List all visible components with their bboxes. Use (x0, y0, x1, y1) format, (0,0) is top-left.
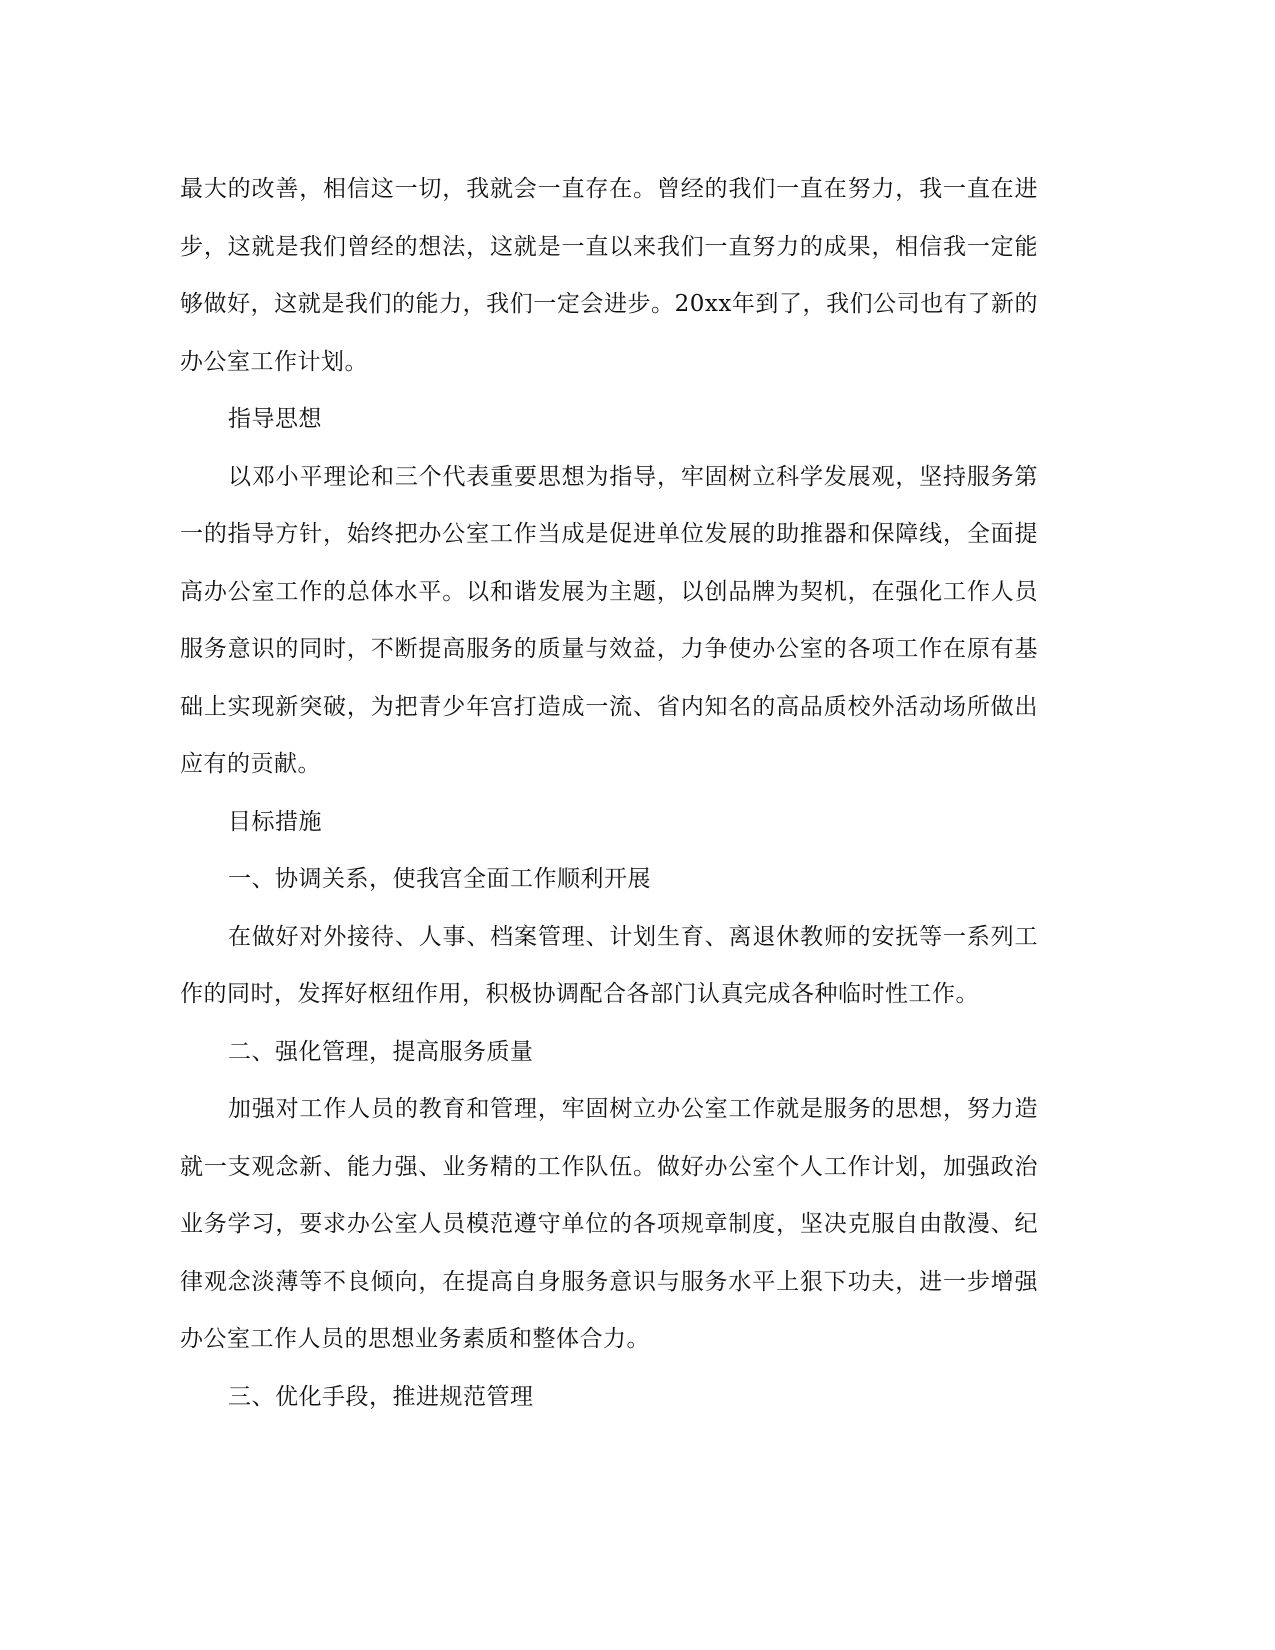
paragraph-intro: 最大的改善，相信这一切，我就会一直存在。曾经的我们一直在努力，我一直在进步，这就是我们曾经的想法，这就是一直以来我们一直努力的成果，相信我一定能够做好，这就是我们的能力，我们一定会进步。20xx年到了，我们公司也有了新的办公室工作计划。 (180, 176, 1038, 375)
paragraph-section-2: 加强对工作人员的教育和管理，牢固树立办公室工作就是服务的思想，努力造就一支观念新、能力强、业务精的工作队伍。做好办公室个人工作计划，加强政治业务学习，要求办公室人员模范遵守单位的各项规章制度，坚决克服自由散漫、纪律观念淡薄等不良倾向，在提高自身服务意识与服务水平上狠下功夫，进一步增强办公室工作人员的思想业务素质和整体合力。 (180, 1096, 1038, 1352)
heading-goals-measures: 目标措施 (228, 808, 322, 835)
paragraph-section-1: 在做好对外接待、人事、档案管理、计划生育、离退休教师的安抚等一系列工作的同时，发挥好枢纽作用，积极协调配合各部门认真完成各种临时性工作。 (180, 923, 1038, 1007)
heading-guiding-ideology: 指导思想 (228, 406, 322, 432)
heading-section-3: 三、优化手段，推进规范管理 (228, 1383, 534, 1410)
heading-section-2: 二、强化管理，提高服务质量 (228, 1038, 534, 1065)
document-body (180, 161, 1038, 1426)
heading-section-1: 一、协调关系，使我宫全面工作顺利开展 (228, 866, 651, 892)
paragraph-guiding-ideology: 以邓小平理论和三个代表重要思想为指导，牢固树立科学发展观，坚持服务第一的指导方针，始终把办公室工作当成是促进单位发展的助推器和保障线，全面提高办公室工作的总体水平。以和谐发展为主题，以创品牌为契机，在强化工作人员服务意识的同时，不断提高服务的质量与效益，力争使办公室的各项工作在原有基础上实现新突破，为把青少年宫打造成一流、省内知名的高品质校外活动场所做出应有的贡献。 (180, 463, 1038, 777)
